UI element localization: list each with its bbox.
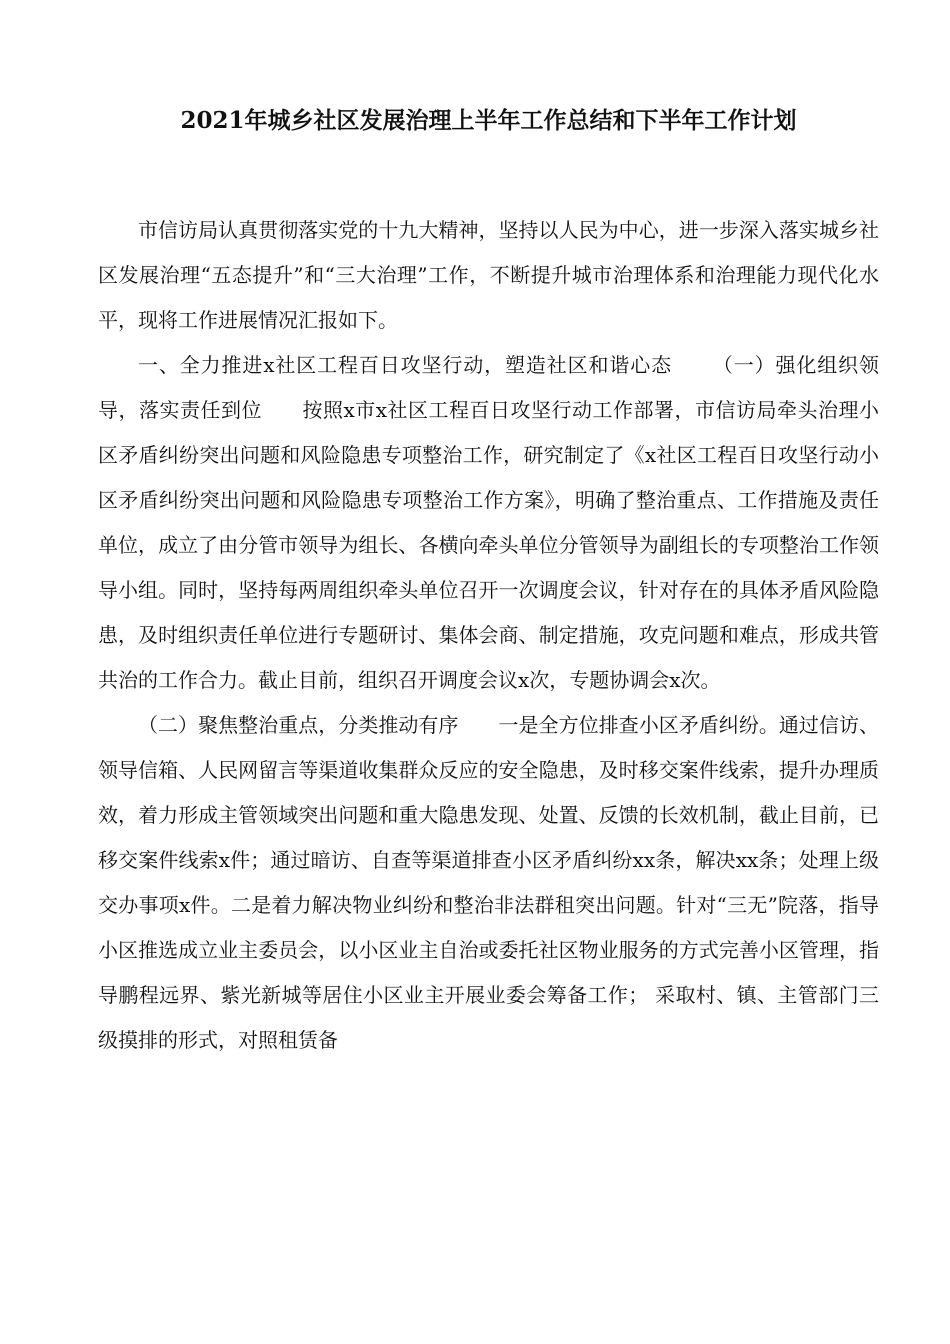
paragraph-intro [98,208,879,343]
paragraph-text: 市信访局认真贯彻落实党的十九大精神，坚持以人民为中心，进一步深入落实城乡社区发展治理“五态提升”和“三大治理”工作，不断提升城市治理体系和治理能力现代化水平，现将工作进展情况汇报如下。 [98,218,879,332]
paragraph-section-one [98,343,879,703]
paragraph-text: 采取村、镇、主管部门三级摸排的形式，对照租赁备 [98,983,880,1052]
subsection-heading: （二）聚焦整治重点，分类推动有序 [138,713,459,737]
section-heading: 一、全力推进x社区工程百日攻坚行动，塑造社区和谐心态 [138,353,673,377]
document-title: 2021年城乡社区发展治理上半年工作总结和下半年工作计划 [180,107,797,134]
document-body [98,208,879,1063]
paragraph-text: 一是全方位排查小区矛盾纠纷。通过信访、领导信箱、人民网留言等渠道收集群众反应的安全隐患，及时移交案件线索，提升办理质效，着力形成主管领域突出问题和重大隐患发现、处置、反馈的长效机制，截止目前，已移交案件线索x件；通过暗访、自查等渠道排查小区矛盾纠纷xx条，解决xx条；处理上级交办事项x件。二是着力解决物业纠纷和整治非法群租突出问题。针对“三无”院落，指导小区推选成立业主委员会，以小区业主自治或委托社区物业服务的方式完善小区管理，指导鹏程远界、紫光新城等居住小区业主开展业委会筹备工作； [98,713,880,1007]
paragraph-section-two [98,703,879,1063]
subsection-heading: （一）强化组织领导，落实责任到位 [98,353,880,422]
paragraph-text: 按照x市x社区工程百日攻坚行动工作部署，市信访局牵头治理小区矛盾纠纷突出问题和风险隐患专项整治工作，研究制定了《x社区工程百日攻坚行动小区矛盾纠纷突出问题和风险隐患专项整治工作方案》，明确了整治重点、工作措施及责任单位，成立了由分管市领导为组长、各横向牵头单位分管领导为副组长的专项整治工作领导小组。同时，坚持每两周组织牵头单位召开一次调度会议，针对存在的具体矛盾风险隐患，及时组织责任单位进行专题研讨、集体会商、制定措施，攻克问题和难点，形成共管共治的工作合力。截止目前，组织召开调度会议x次，专题协调会x次。 [98,398,880,692]
